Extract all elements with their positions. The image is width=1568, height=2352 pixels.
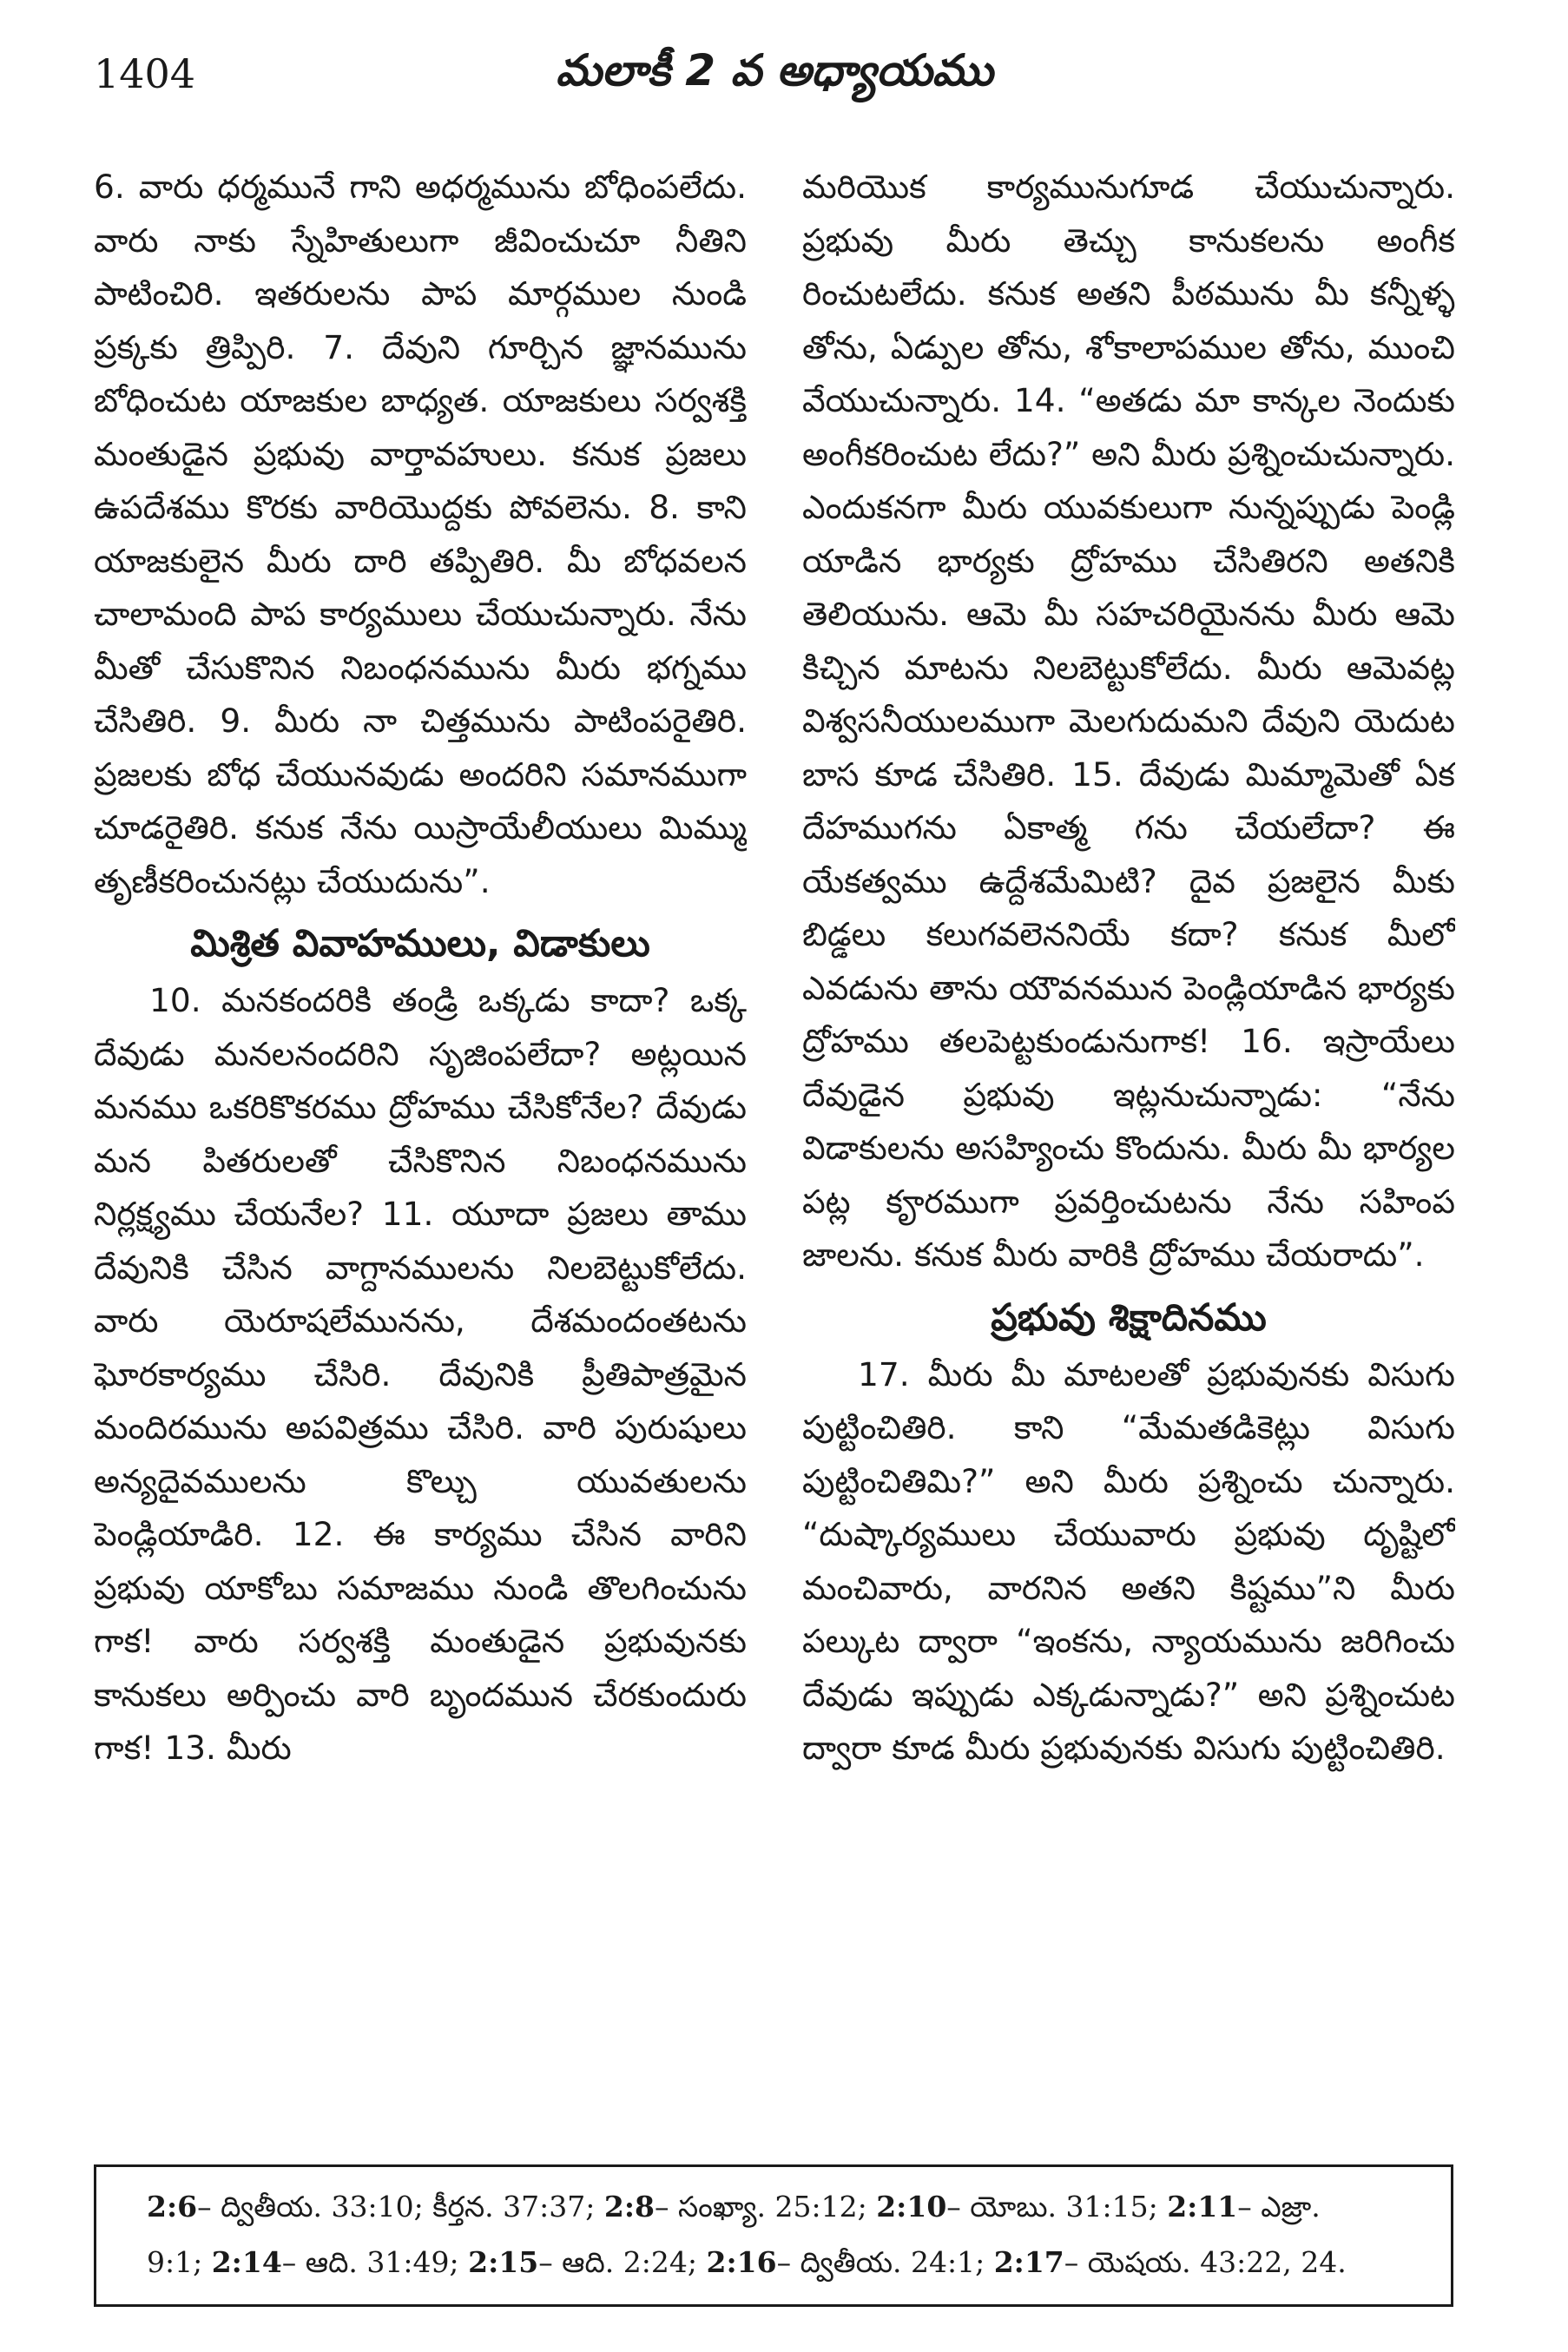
cross-reference-verse: 2:14: [211, 2245, 282, 2279]
cross-reference-verse: 2:6: [147, 2190, 198, 2224]
cross-reference-verse: 2:17: [993, 2245, 1064, 2279]
verse-paragraph: 17. మీరు మీ మాటలతో ప్రభువునకు విసుగు పుట్టించితిరి. కాని “మేమతడికెట్లు విసుగు పుట్టించితిమి?” అని మీరు ప్రశ్నించు చున్నారు. “దుష్కార్యములు చేయువారు ప్రభువు దృష్టిలో మంచివారు, వారనిన అతని కిష్టము”ని మీరు పల్కుట ద్వారా “ఇంకను, న్యాయమును జరిగించు దేవుడు ఇప్పుడు ఎక్కడున్నాడు?” అని ప్రశ్నించుట ద్వారా కూడ మీరు ప్రభువునకు విసుగు పుట్టించితిరి.: [802, 1354, 1455, 1767]
page-header: [94, 35, 1455, 113]
right-column: [802, 161, 1455, 2131]
verse-paragraph: 10. మనకందరికి తండ్రి ఒక్కడు కాదా? ఒక్క దేవుడు మనలనందరిని సృజింపలేదా? అట్లయిన మనము ఒకరికొకరము ద్రోహము చేసికోనేల? దేవుడు మన పితరులతో చేసికొనిన నిబంధనమును నిర్లక్ష్యము చేయనేల? 11. యూదా ప్రజలు తాము దేవునికి చేసిన వాగ్దానములను నిలబెట్టుకోలేదు. వారు యెరూషలేమునను, దేశమందంతటను ఘోరకార్యము చేసిరి. దేవునికి ప్రీతిపాత్రమైన మందిరమును అపవిత్రము చేసిరి. వారి పురుషులు అన్యదైవములను కొల్చు యువతులను పెండ్లియాడిరి. 12. ఈ కార్యము చేసిన వారిని ప్రభువు యాకోబు సమాజము నుండి తొలగించును గాక! వారు సర్వశక్తి మంతుడైన ప్రభువునకు కానుకలు అర్పించు వారి బృందమున చేరకుందురు గాక! 13. మీరు: [94, 981, 747, 1767]
section-heading: మిశ్రిత వివాహములు, విడాకులు: [190, 922, 650, 965]
cross-reference-text: – ఎజ్రా.: [1237, 2190, 1321, 2224]
page-number: 1404: [94, 50, 196, 97]
cross-reference-text: – సంఖ్యా. 25:12;: [654, 2190, 877, 2224]
cross-reference-line: [147, 2235, 1400, 2290]
cross-reference-verse: 2:15: [468, 2245, 539, 2279]
cross-reference-verse: 2:10: [876, 2190, 947, 2224]
cross-reference-verse: 2:8: [603, 2190, 655, 2224]
verse-paragraph: 6. వారు ధర్మమునే గాని అధర్మమును బోధింపలేదు. వారు నాకు స్నేహితులుగా జీవించుచూ నీతిని పాటించిరి. ఇతరులను పాప మార్గముల నుండి ప్రక్కకు త్రిప్పిరి. 7. దేవుని గూర్చిన జ్ఞానమును బోధించుట యాజకుల బాధ్యత. యాజకులు సర్వశక్తి మంతుడైన ప్రభువు వార్తావహులు. కనుక ప్రజలు ఉపదేశము కొరకు వారియొద్దకు పోవలెను. 8. కాని యాజకులైన మీరు దారి తప్పితిరి. మీ బోధవలన చాలామంది పాప కార్యములు చేయుచున్నారు. నేను మీతో చేసుకొనిన నిబంధనమును మీరు భగ్నము చేసితిరి. 9. మీరు నా చిత్తమును పాటింపరైతిరి. ప్రజలకు బోధ చేయునవుడు అందరిని సమానముగా చూడరైతిరి. కనుక నేను యిస్రాయేలీయులు మిమ్ము తృణీకరించునట్లు చేయుదును”.: [94, 168, 747, 900]
cross-reference-line: [147, 2179, 1400, 2235]
text-columns: [94, 161, 1455, 2131]
cross-reference-text: – యోబు. 31:15;: [946, 2190, 1168, 2224]
cross-reference-verse: 2:16: [706, 2245, 777, 2279]
verse-paragraph: మరియొక కార్యమునుగూడ చేయుచున్నారు. ప్రభువు మీరు తెచ్చు కానుకలను అంగీక రించుటలేదు. కనుక అతని పీఠమును మీ కన్నీళ్ళ తోను, ఏడ్పుల తోను, శోకాలాపముల తోను, ముంచి వేయుచున్నారు. 14. “అతడు మా కాన్కల నెందుకు అంగీకరించుట లేదు?” అని మీరు ప్రశ్నించుచున్నారు. ఎందుకనగా మీరు యువకులుగా నున్నప్పుడు పెండ్లి యాడిన భార్యకు ద్రోహము చేసితిరని అతనికి తెలియును. ఆమె మీ సహచరియైనను మీరు ఆమె కిచ్చిన మాటను నిలబెట్టుకోలేదు. మీరు ఆమెవట్ల విశ్వసనీయులముగా మెలగుదుమని దేవుని యెదుట బాస కూడ చేసితిరి. 15. దేవుడు మిమ్మామెతో ఏక దేహముగను ఏకాత్మ గను చేయలేదా? ఈ యేకత్వము ఉద్దేశమేమిటి? దైవ ప్రజలైన మీకు బిడ్డలు కలుగవలెననియే కదా? కనుక మీలో ఎవడును తాను యౌవనమున పెండ్లియాడిన భార్యకు ద్రోహము తలపెట్టకుండునుగాక! 16. ఇస్రాయేలు దేవుడైన ప్రభువు ఇట్లనుచున్నాడు: “నేను విడాకులను అసహ్యించు కొందును. మీరు మీ భార్యల పట్ల కౄరముగా ప్రవర్తించుటను నేను సహింప జాలను. కనుక మీరు వారికి ద్రోహము చేయరాదు”.: [802, 168, 1455, 1274]
cross-reference-text: – ఆది. 31:49;: [281, 2245, 469, 2279]
cross-reference-text: – ఆది. 2:24;: [538, 2245, 707, 2279]
running-head: మలాకీ 2 వ అధ్యాయము: [556, 45, 993, 96]
cross-reference-text: – ద్వితీయ. 33:10; కీర్తన. 37:37;: [197, 2190, 604, 2224]
cross-reference-text: – ద్వితీయ. 24:1;: [776, 2245, 994, 2279]
cross-reference-verse: 2:11: [1167, 2190, 1238, 2224]
left-column: [94, 161, 747, 2131]
cross-reference-text: 9:1;: [147, 2245, 212, 2279]
cross-reference-box: [94, 2164, 1453, 2307]
cross-reference-text: – యెషయ. 43:22, 24.: [1064, 2245, 1347, 2279]
section-heading: ప్రభువు శిక్షాదినము: [991, 1295, 1267, 1340]
